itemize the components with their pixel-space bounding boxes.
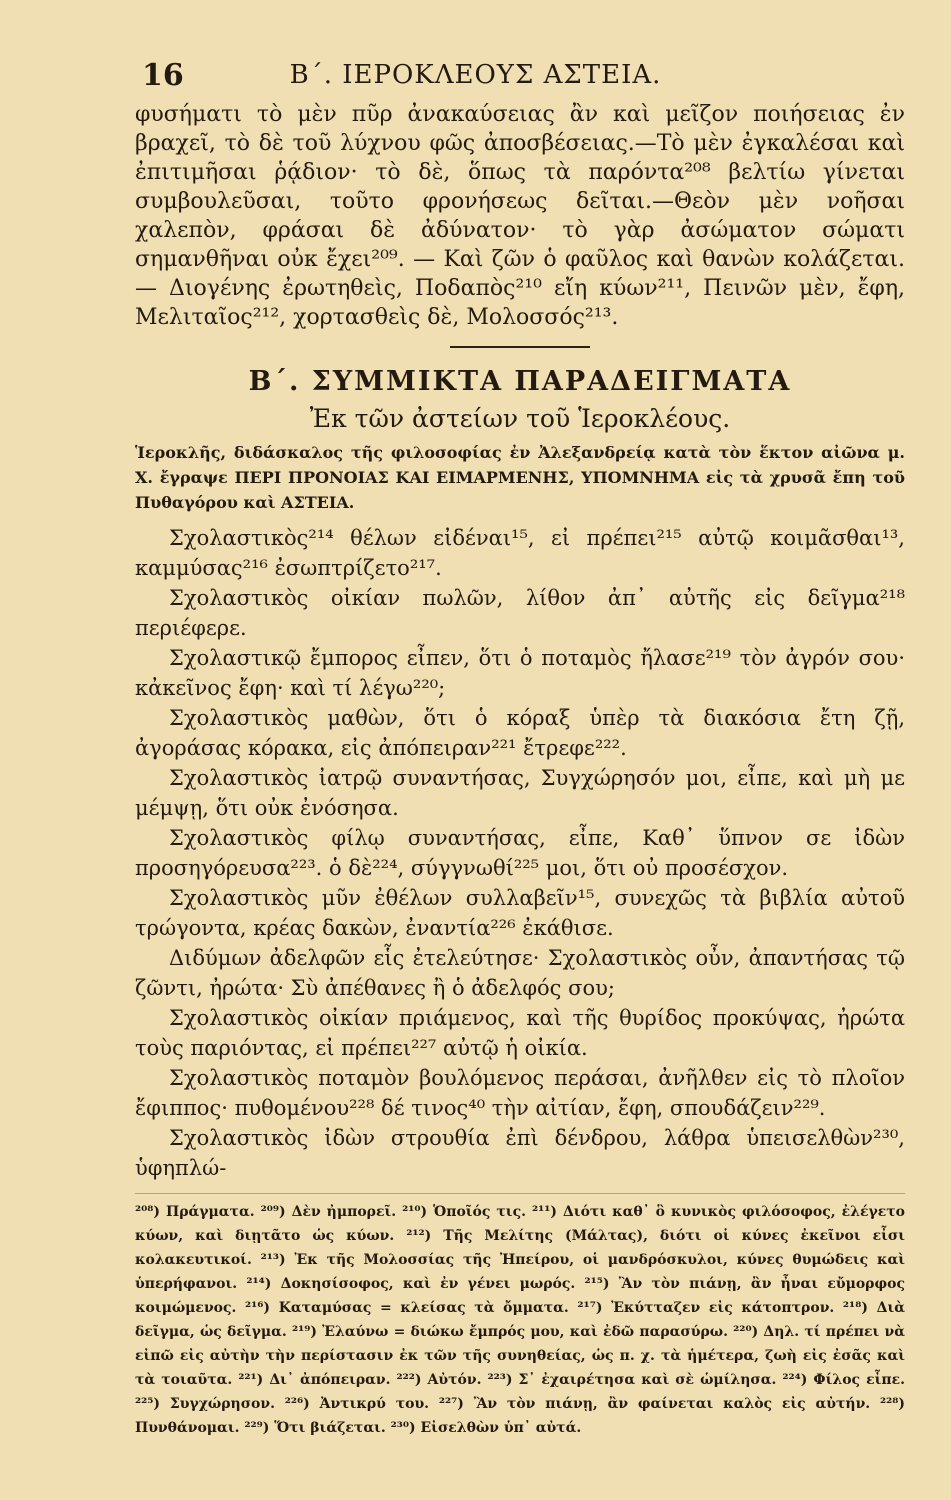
footnotes: ²⁰⁸) Πράγματα. ²⁰⁹) Δὲν ἠμπορεῖ. ²¹⁰) Ὁποῖός τις. ²¹¹) Διότι καθ᾽ ὃ κυνικὸς φιλόσοφος, ἐλέγετο κύων, καὶ διῃτᾶτο ὡς κύων. ²¹²) Τῆς Μελίτης (Μάλτας), διότι οἱ κύνες ἐκεῖνοι εἶσι κολακευτικοί. ²¹³) Ἐκ τῆς Μολοσσίας τῆς Ἠπείρου, οἱ μανδρόσκυλοι, κύνες θυμώδεις καὶ ὑπερήφανοι. ²¹⁴) Δοκησίσοφος, καὶ ἐν γένει μωρός. ²¹⁵) Ἂν τὸν πιάνῃ, ἂν ἦναι εὔμορφος κοιμώμενος. ²¹⁶) Καταμύσας = κλείσας τὰ ὄμματα. ²¹⁷) Ἐκύτταζεν εἰς κάτοπτρον. ²¹⁸) Διὰ δεῖγμα, ὡς δεῖγμα. ²¹⁹) Ἐλαύνω = διώκω ἔμπρός μου, καὶ ἐδῶ παρασύρω. ²²⁰) Δηλ. τί πρέπει νὰ εἰπῶ εἰς αὐτὴν τὴν περίστασιν ἐκ τῶν τῆς συνηθείας, ὡς π. χ. τὰ ἡμέτερα, ζωὴ εἰς ἐσᾶς καὶ τὰ τοιαῦτα. ²²¹) Δι᾽ ἀπόπειραν. ²²²) Αὐτόν. ²²³) Σ᾽ ἐχαιρέτησα καὶ σὲ ὡμίλησα. ²²⁴) Φίλος εἶπε. ²²⁵) Συγχώρησον. ²²⁶) Ἀντικρύ του. ²²⁷) Ἂν τὸν πιάνῃ, ἂν φαίνεται καλὸς εἰς αὐτήν. ²²⁸) Πυνθάνομαι. ²²⁹) Ὅτι βιάζεται. ²³⁰) Εἰσελθὼν ὑπ᾽ αὐτά. (135, 1204, 905, 1436)
opening-paragraph: φυσήματι τὸ μὲν πῦρ ἀνακαύσειας ἂν καὶ μεῖζον ποιήσειας ἐν βραχεῖ, τὸ δὲ τοῦ λύχνου φῶς ἀποσβέσειας.—Τὸ μὲν ἐγκαλέσαι καὶ ἐπιτιμῆσαι ῥᾴδιον· τὸ δὲ, ὅπως τὰ παρόντα²⁰⁸ βελτίω γίνεται συμβουλεῦσαι, τοῦτο φρονήσεως δεῖται.—Θεὸν μὲν νοῆσαι χαλεπὸν, φράσαι δὲ ἀδύνατον· τὸ γὰρ ἀσώματον σώματι σημανθῆναι οὐκ ἔχει²⁰⁹. — Καὶ ζῶν ὁ φαῦλος καὶ θανὼν κολάζεται. — Διογένης ἐρωτηθεὶς, Ποδαπὸς²¹⁰ εἴη κύων²¹¹, Πεινῶν μὲν, ἔφη, Μελιταῖος²¹², χορτασθεὶς δὲ, Μολοσσός²¹³. (135, 102, 905, 330)
example-paragraph: Σχολαστικὸς οἰκίαν πωλῶν, λίθον ἀπ᾽ αὐτῆς εἰς δεῖγμα²¹⁸ περιέφερε. (135, 586, 905, 640)
example-paragraph: Σχολαστικὸς²¹⁴ θέλων εἰδέναι¹⁵, εἰ πρέπει²¹⁵ αὐτῷ κοιμᾶσθαι¹³, καμμύσας²¹⁶ ἐσωπτρίζετο²¹⁷. (135, 526, 905, 580)
page-header (0, 58, 951, 98)
page-content (135, 100, 905, 1440)
footnote-divider (135, 1193, 905, 1194)
example-paragraph: Σχολαστικὸς μαθὼν, ὅτι ὁ κόραξ ὑπὲρ τὰ διακόσια ἔτη ζῇ, ἀγοράσας κόρακα, εἰς ἀπόπειραν²²¹ ἔτρεφε²²². (135, 706, 905, 760)
example-paragraph: Σχολαστικὸς ποταμὸν βουλόμενος περάσαι, ἀνῆλθεν εἰς τὸ πλοῖον ἔφιππος· πυθομένου²²⁸ δέ τινος⁴⁰ τὴν αἰτίαν, ἔφη, σπουδάζειν²²⁹. (135, 1066, 905, 1120)
example-paragraph: Σχολαστικὸς ἰδὼν στρουθία ἐπὶ δένδρου, λάθρα ὑπεισελθὼν²³⁰, ὑφηπλώ- (135, 1126, 905, 1180)
page-number: 16 (142, 58, 184, 93)
example-paragraph: Σχολαστικὸς φίλῳ συναντήσας, εἶπε, Καθ᾽ ὕπνον σε ἰδὼν προσηγόρευσα²²³. ὁ δὲ²²⁴, σύγγνωθί²²⁵ μοι, ὅτι οὐ προσέσχον. (135, 826, 905, 880)
section-divider (450, 346, 590, 348)
example-paragraph: Σχολαστικὸς οἰκίαν πριάμενος, καὶ τῆς θυρίδος προκύψας, ἠρώτα τοὺς παριόντας, εἰ πρέπει²²⁷ αὐτῷ ἡ οἰκία. (135, 1006, 905, 1060)
section-title: Β΄. ΣΥΜΜΙΚΤΑ ΠΑΡΑΔΕΙΓΜΑΤΑ (248, 366, 792, 397)
example-paragraph: Σχολαστικὸς ἰατρῷ συναντήσας, Συγχώρησόν μοι, εἶπε, καὶ μὴ με μέμψῃ, ὅτι οὐκ ἐνόσησα. (135, 766, 905, 820)
section-subtitle: Ἐκ τῶν ἀστείων τοῦ Ἱεροκλέους. (309, 404, 731, 433)
intro-paragraph: Ἱεροκλῆς, διδάσκαλος τῆς φιλοσοφίας ἐν Ἀλεξανδρείᾳ κατὰ τὸν ἕκτον αἰῶνα μ. Χ. ἔγραψε ΠΕΡΙ ΠΡΟΝΟΙΑΣ ΚΑΙ ΕΙΜΑΡΜΕΝΗΣ, ΥΠΟΜΝΗΜΑ εἰς τὰ χρυσᾶ ἔπη τοῦ Πυθαγόρου καὶ ΑΣΤΕΙΑ. (135, 443, 905, 512)
example-paragraph: Διδύμων ἀδελφῶν εἷς ἐτελεύτησε· Σχολαστικὸς οὖν, ἀπαντήσας τῷ ζῶντι, ἠρώτα· Σὺ ἀπέθανες ἢ ὁ ἀδελφός σου; (135, 946, 905, 1000)
running-title: Β΄. ΙΕΡΟΚΛΕΟΥΣ ΑΣΤΕΙΑ. (289, 60, 662, 90)
example-paragraph: Σχολαστικῷ ἔμπορος εἶπεν, ὅτι ὁ ποταμὸς ἤλασε²¹⁹ τὸν ἀγρόν σου· κἀκεῖνος ἔφη· καὶ τί λέγω²²⁰; (135, 646, 905, 700)
example-paragraph: Σχολαστικὸς μῦν ἐθέλων συλλαβεῖν¹⁵, συνεχῶς τὰ βιβλία αὐτοῦ τρώγοντα, κρέας δακὼν, ἐναντία²²⁶ ἐκάθισε. (135, 886, 905, 940)
